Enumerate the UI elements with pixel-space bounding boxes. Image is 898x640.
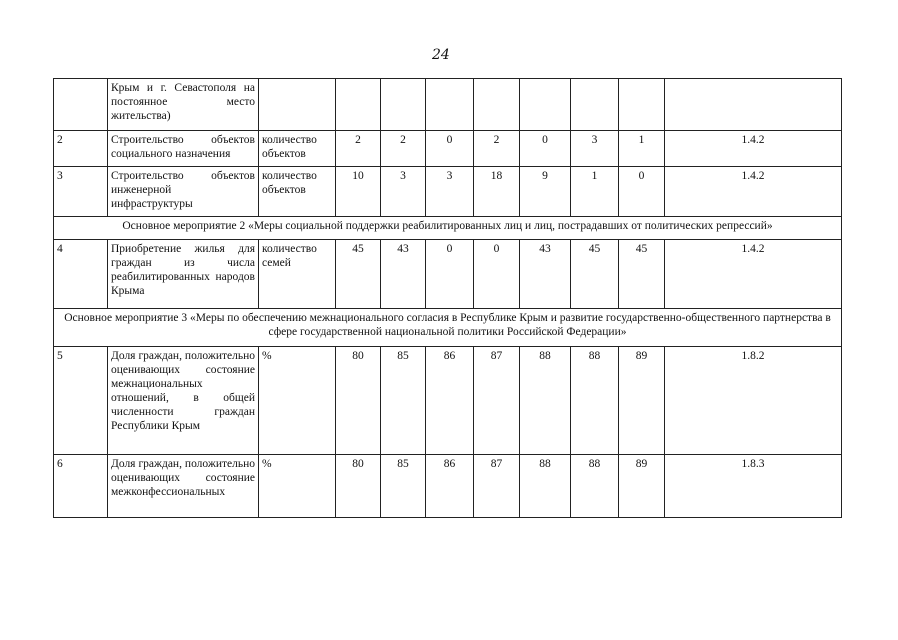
value-cell xyxy=(520,79,571,131)
indicator-name: Приобретение жилья для граждан из числа реабилитированных народов Крыма xyxy=(108,240,259,309)
value-cell: 45 xyxy=(571,240,619,309)
section-row xyxy=(54,309,842,347)
value-cell: 80 xyxy=(336,347,381,455)
value-cell: 45 xyxy=(619,240,665,309)
row-number: 4 xyxy=(54,240,108,309)
indicator-name: Строительство объектов социального назначения xyxy=(108,131,259,167)
row-number: 2 xyxy=(54,131,108,167)
indicator-name: Крым и г. Севастополя на постоянное место жительства) xyxy=(108,79,259,131)
row-number xyxy=(54,79,108,131)
reference-cell xyxy=(665,79,842,131)
reference-cell: 1.4.2 xyxy=(665,167,842,217)
table-row xyxy=(54,347,842,455)
reference-cell: 1.4.2 xyxy=(665,131,842,167)
row-number: 5 xyxy=(54,347,108,455)
value-cell: 87 xyxy=(474,455,520,518)
table-row xyxy=(54,240,842,309)
indicator-name: Доля граждан, положительно оценивающих состояние межконфессиональных xyxy=(108,455,259,518)
indicator-name: Доля граждан, положительно оценивающих состояние межнациональных отношений, в общей численности граждан Республики Крым xyxy=(108,347,259,455)
reference-cell: 1.8.2 xyxy=(665,347,842,455)
value-cell xyxy=(336,79,381,131)
value-cell: 3 xyxy=(426,167,474,217)
value-cell xyxy=(426,79,474,131)
value-cell: 2 xyxy=(336,131,381,167)
section-heading: Основное мероприятие 3 «Меры по обеспечению межнационального согласия в Республике Крым и развитие государственно-общественного партнерства в сфере государственной национальной политики Российской Федерации» xyxy=(54,309,842,347)
value-cell: 9 xyxy=(520,167,571,217)
value-cell: 80 xyxy=(336,455,381,518)
row-number: 3 xyxy=(54,167,108,217)
value-cell xyxy=(381,79,426,131)
section-row xyxy=(54,217,842,240)
value-cell: 18 xyxy=(474,167,520,217)
value-cell: 87 xyxy=(474,347,520,455)
value-cell: 86 xyxy=(426,455,474,518)
value-cell: 89 xyxy=(619,347,665,455)
reference-cell: 1.8.3 xyxy=(665,455,842,518)
value-cell: 3 xyxy=(571,131,619,167)
value-cell: 0 xyxy=(474,240,520,309)
unit-cell: количество объектов xyxy=(259,167,336,217)
value-cell: 88 xyxy=(571,455,619,518)
value-cell: 43 xyxy=(381,240,426,309)
table-row xyxy=(54,455,842,518)
value-cell: 88 xyxy=(571,347,619,455)
value-cell: 10 xyxy=(336,167,381,217)
unit-cell xyxy=(259,79,336,131)
value-cell: 89 xyxy=(619,455,665,518)
value-cell: 45 xyxy=(336,240,381,309)
unit-cell: % xyxy=(259,347,336,455)
value-cell: 88 xyxy=(520,455,571,518)
value-cell xyxy=(474,79,520,131)
reference-cell: 1.4.2 xyxy=(665,240,842,309)
value-cell: 2 xyxy=(474,131,520,167)
table-row xyxy=(54,131,842,167)
value-cell: 85 xyxy=(381,347,426,455)
section-heading: Основное мероприятие 2 «Меры социальной поддержки реабилитированных лиц и лиц, пострадавших от политических репрессий» xyxy=(54,217,842,240)
value-cell: 88 xyxy=(520,347,571,455)
unit-cell: количество семей xyxy=(259,240,336,309)
unit-cell: количество объектов xyxy=(259,131,336,167)
value-cell: 85 xyxy=(381,455,426,518)
value-cell: 0 xyxy=(520,131,571,167)
value-cell: 1 xyxy=(571,167,619,217)
unit-cell: % xyxy=(259,455,336,518)
value-cell: 0 xyxy=(426,131,474,167)
value-cell: 0 xyxy=(426,240,474,309)
page-number: 24 xyxy=(432,47,450,63)
value-cell: 43 xyxy=(520,240,571,309)
value-cell: 3 xyxy=(381,167,426,217)
indicator-name: Строительство объектов инженерной инфраструктуры xyxy=(108,167,259,217)
value-cell xyxy=(619,79,665,131)
table-row xyxy=(54,79,842,131)
table-row xyxy=(54,167,842,217)
indicators-table xyxy=(53,78,842,518)
value-cell: 1 xyxy=(619,131,665,167)
row-number: 6 xyxy=(54,455,108,518)
value-cell xyxy=(571,79,619,131)
value-cell: 0 xyxy=(619,167,665,217)
value-cell: 86 xyxy=(426,347,474,455)
value-cell: 2 xyxy=(381,131,426,167)
